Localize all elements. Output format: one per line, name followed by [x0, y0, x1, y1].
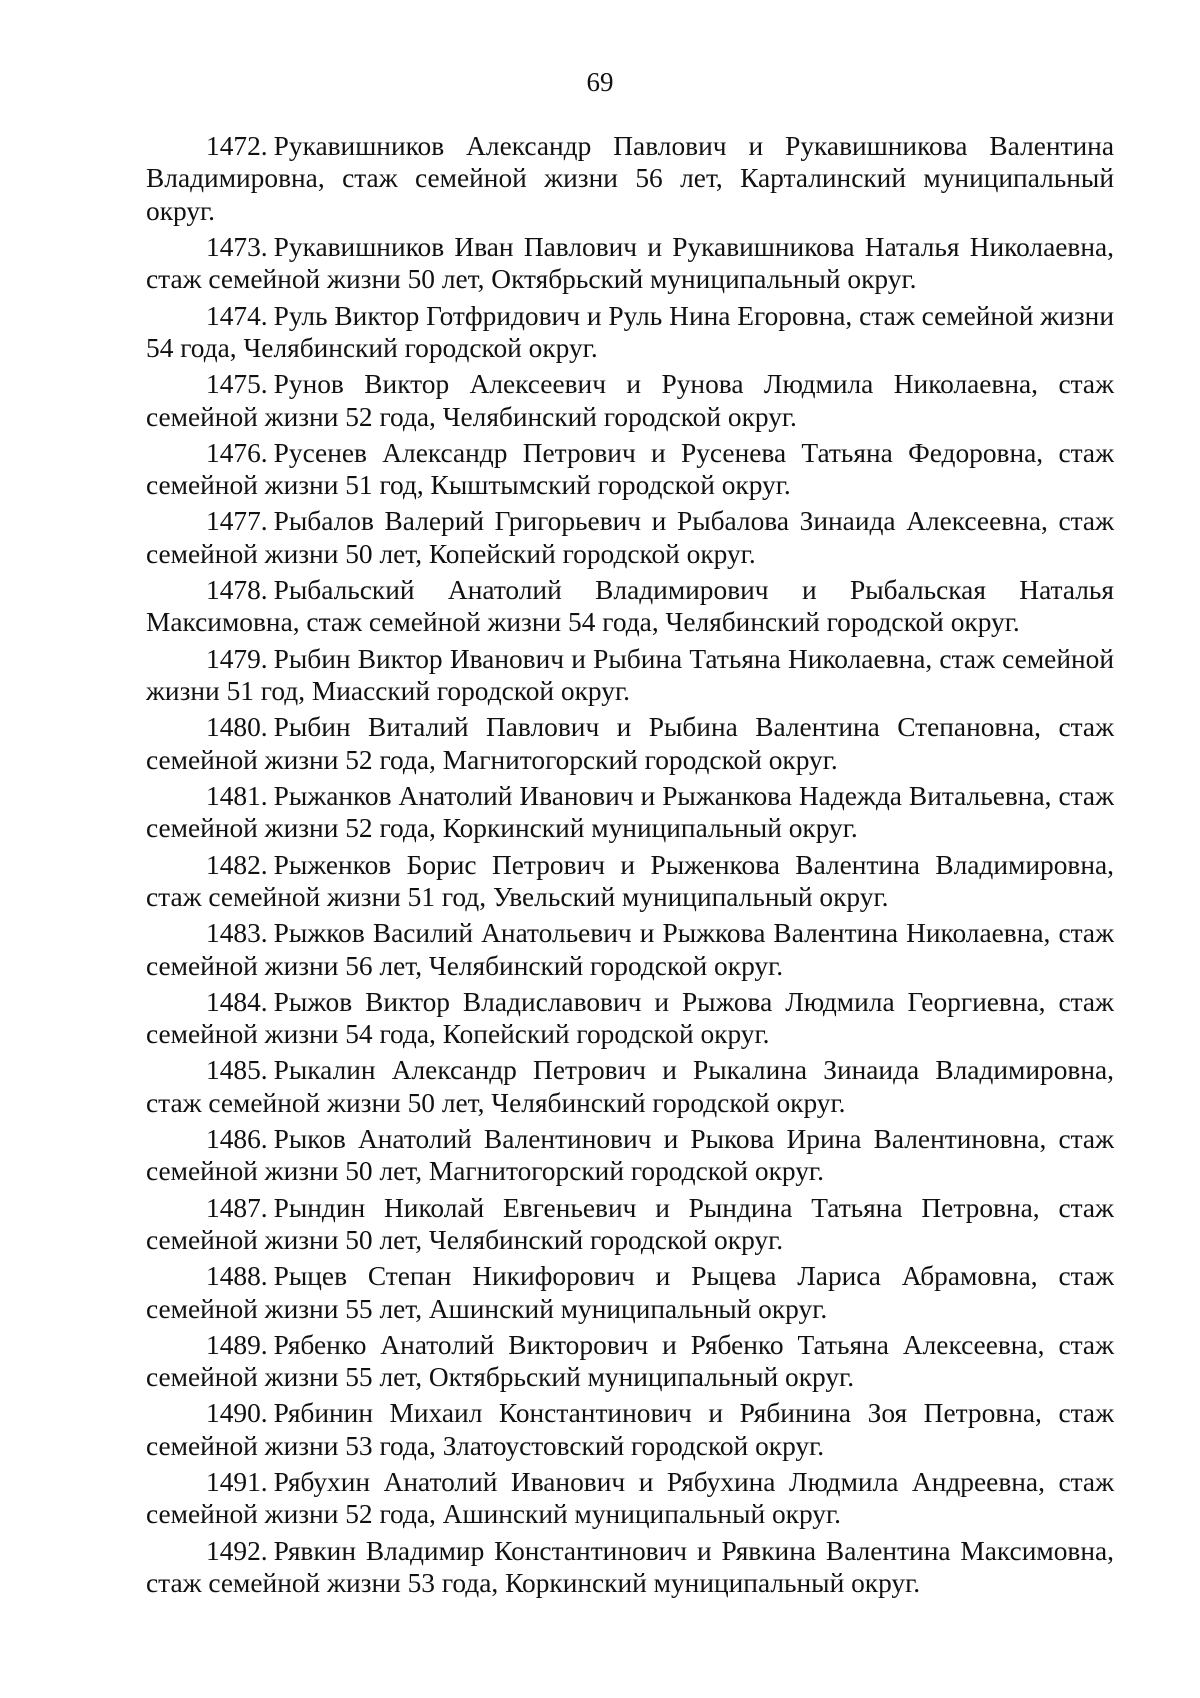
- entry-text: Рыкалин Александр Петрович и Рыкалина Зинаида Владимировна, стаж семейной жизни 50 лет, Челябинский городской округ.: [146, 1055, 1114, 1118]
- entry-text: Рукавишников Александр Павлович и Рукавишникова Валентина Владимировна, стаж семейной жизни 56 лет, Карталинский муниципальный округ.: [146, 131, 1114, 226]
- list-item: [146, 917, 1114, 982]
- list-item: [146, 1054, 1114, 1119]
- entry-number: 1478.: [206, 575, 268, 606]
- list-item: [146, 437, 1114, 502]
- entry-number: 1491.: [206, 1466, 268, 1497]
- list-item: [146, 643, 1114, 708]
- entry-text: Рыжанков Анатолий Иванович и Рыжанкова Надежда Витальевна, стаж семейной жизни 52 года, Коркинский муниципальный округ.: [146, 780, 1114, 844]
- entry-number: 1479.: [206, 643, 268, 674]
- entry-text: Рыбалов Валерий Григорьевич и Рыбалова Зинаида Алексеевна, стаж семейной жизни 50 лет, Копейский городской округ.: [146, 506, 1114, 569]
- entry-text: Рыбальский Анатолий Владимирович и Рыбальская Наталья Максимовна, стаж семейной жизни 54 года, Челябинский городской округ.: [146, 575, 1114, 638]
- list-item: [146, 574, 1114, 639]
- entry-text: Рыбин Виктор Иванович и Рыбина Татьяна Николаевна, стаж семейной жизни 51 год, Миасский городской округ.: [146, 643, 1114, 707]
- list-item: [146, 1397, 1114, 1462]
- entry-text: Рыжов Виктор Владиславович и Рыжова Людмила Георгиевна, стаж семейной жизни 54 года, Копейский городской округ.: [146, 986, 1114, 1050]
- entry-number: 1486.: [206, 1123, 268, 1154]
- entry-number: 1492.: [206, 1535, 268, 1566]
- entry-text: Рябенко Анатолий Викторович и Рябенко Татьяна Алексеевна, стаж семейной жизни 55 лет, Октябрьский муниципальный округ.: [146, 1329, 1114, 1393]
- entry-text: Рябинин Михаил Константинович и Рябинина Зоя Петровна, стаж семейной жизни 53 года, Златоустовский городской округ.: [146, 1398, 1114, 1461]
- entry-text: Рукавишников Иван Павлович и Рукавишникова Наталья Николаевна, стаж семейной жизни 50 лет, Октябрьский муниципальный округ.: [146, 232, 1114, 295]
- entry-number: 1483.: [206, 918, 268, 949]
- entry-text: Рыбин Виталий Павлович и Рыбина Валентина Степановна, стаж семейной жизни 52 года, Магнитогорский городской округ.: [146, 712, 1114, 775]
- entry-text: Руль Виктор Готфридович и Руль Нина Егоровна, стаж семейной жизни 54 года, Челябинский городской округ.: [146, 300, 1114, 364]
- entry-number: 1477.: [206, 506, 268, 537]
- entry-text: Рындин Николай Евгеньевич и Рындина Татьяна Петровна, стаж семейной жизни 50 лет, Челябинский городской округ.: [146, 1192, 1114, 1255]
- list-item: [146, 711, 1114, 776]
- entry-number: 1472.: [206, 131, 268, 161]
- list-item: [146, 300, 1114, 365]
- page-number: 69: [586, 67, 614, 97]
- entry-number: 1488.: [206, 1261, 268, 1292]
- entry-text: Русенев Александр Петрович и Русенева Татьяна Федоровна, стаж семейной жизни 51 год, Кыштымский городской округ.: [146, 437, 1114, 501]
- entry-text: Рунов Виктор Алексеевич и Рунова Людмила Николаевна, стаж семейной жизни 52 года, Челябинский городской округ.: [146, 369, 1114, 432]
- entry-number: 1485.: [206, 1055, 268, 1086]
- entry-number: 1487.: [206, 1192, 268, 1223]
- entry-number: 1475.: [206, 369, 268, 400]
- list-item: [146, 368, 1114, 433]
- list-item: [146, 1535, 1114, 1600]
- entry-number: 1481.: [206, 780, 268, 811]
- entry-number: 1480.: [206, 712, 268, 743]
- list-item: [146, 231, 1114, 296]
- list-item: [146, 1123, 1114, 1188]
- list-item: [146, 1192, 1114, 1257]
- entry-number: 1482.: [206, 849, 268, 880]
- entry-number: 1476.: [206, 437, 268, 468]
- list-item: [146, 130, 1114, 227]
- entry-list: [146, 130, 1114, 1603]
- entry-number: 1484.: [206, 986, 268, 1017]
- entry-number: 1490.: [206, 1398, 268, 1429]
- list-item: [146, 1466, 1114, 1531]
- entry-number: 1473.: [206, 232, 268, 263]
- entry-text: Рыжков Василий Анатольевич и Рыжкова Валентина Николаевна, стаж семейной жизни 56 лет, Челябинский городской округ.: [146, 918, 1114, 981]
- list-item: [146, 505, 1114, 570]
- entry-text: Рявкин Владимир Константинович и Рявкина Валентина Максимовна, стаж семейной жизни 53 года, Коркинский муниципальный округ.: [146, 1535, 1114, 1598]
- list-item: [146, 849, 1114, 914]
- entry-text: Рыженков Борис Петрович и Рыженкова Валентина Владимировна, стаж семейной жизни 51 год, Увельский муниципальный округ.: [146, 849, 1114, 912]
- entry-text: Рыков Анатолий Валентинович и Рыкова Ирина Валентиновна, стаж семейной жизни 50 лет, Магнитогорский городской округ.: [146, 1123, 1114, 1187]
- entry-text: Рыцев Степан Никифорович и Рыцева Лариса Абрамовна, стаж семейной жизни 55 лет, Ашинский муниципальный округ.: [146, 1261, 1114, 1324]
- list-item: [146, 1329, 1114, 1394]
- entry-number: 1474.: [206, 300, 268, 331]
- list-item: [146, 986, 1114, 1051]
- entry-text: Рябухин Анатолий Иванович и Рябухина Людмила Андреевна, стаж семейной жизни 52 года, Ашинский муниципальный округ.: [146, 1466, 1114, 1530]
- list-item: [146, 780, 1114, 845]
- entry-number: 1489.: [206, 1329, 268, 1360]
- list-item: [146, 1260, 1114, 1325]
